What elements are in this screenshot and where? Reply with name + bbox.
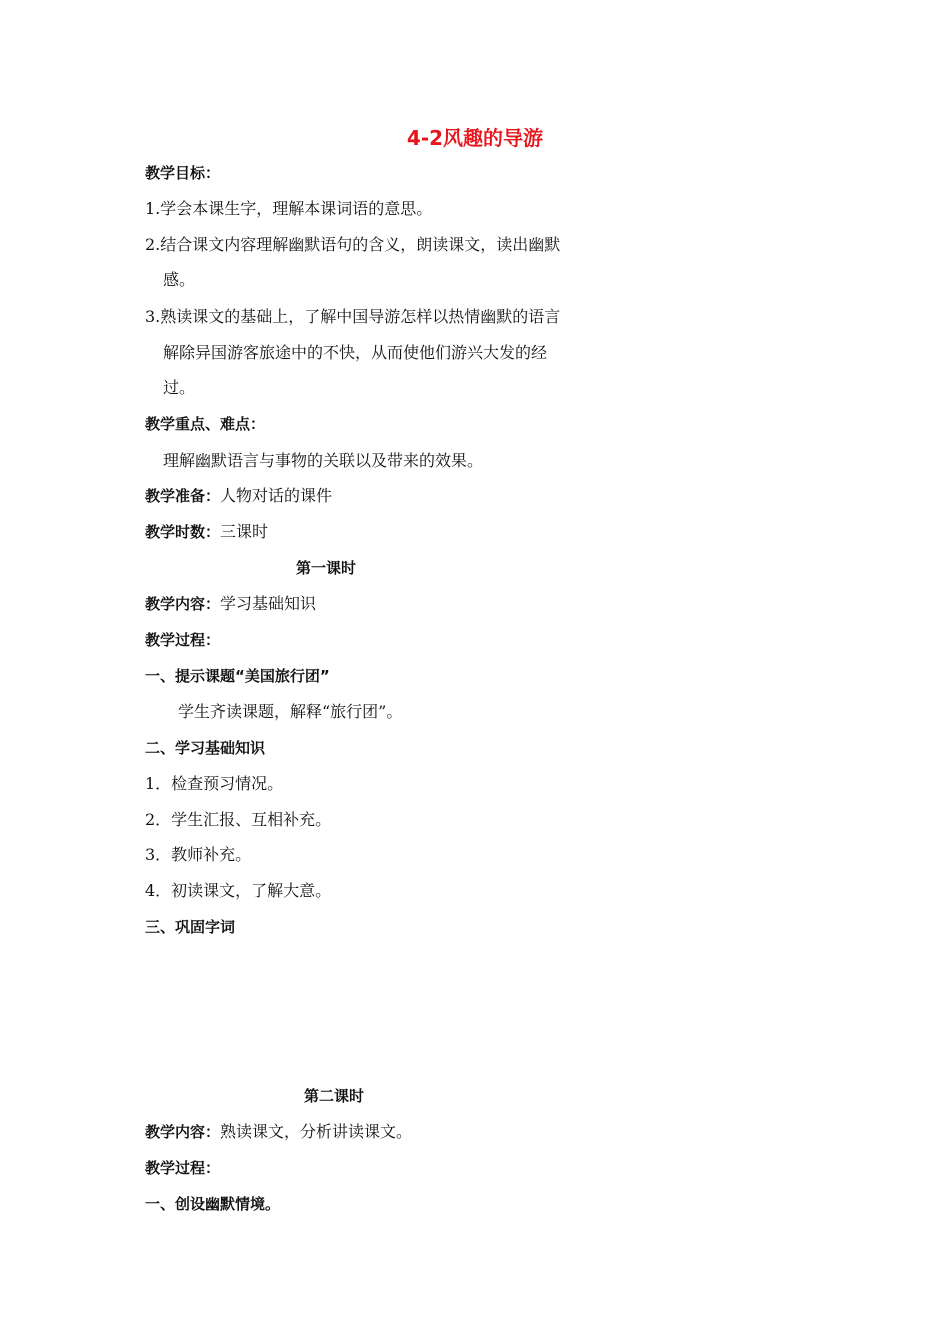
objective-item-1: 1.学会本课生字，理解本课词语的意思。 (145, 199, 433, 218)
objectives-heading: 教学目标： (145, 164, 221, 182)
preparation-row (145, 486, 332, 506)
lesson1-step1-heading: 一、提示课题“美国旅行团” (145, 667, 330, 685)
objective-item-3: 3.熟读课文的基础上，了解中国导游怎样以热情幽默的语言 (145, 307, 561, 326)
lesson1-heading: 第一课时 (296, 559, 357, 577)
lesson1-content-row (145, 594, 316, 614)
list-item: 4．初读课文，了解大意。 (145, 881, 332, 900)
lesson2-content-label: 教学内容： (145, 1123, 221, 1141)
objective-item-2-cont: 感。 (163, 270, 196, 289)
objective-item-3-end: 过。 (163, 378, 196, 397)
lesson1-step3-heading: 三、巩固字词 (145, 918, 236, 936)
lesson1-process-label: 教学过程： (145, 631, 221, 649)
lesson1-step2-heading: 二、学习基础知识 (145, 739, 266, 757)
list-item: 2．学生汇报、互相补充。 (145, 810, 332, 829)
key-points-text: 理解幽默语言与事物的关联以及带来的效果。 (163, 451, 484, 470)
document-title: 4-2风趣的导游 (406, 126, 544, 150)
lesson2-heading: 第二课时 (304, 1087, 365, 1105)
list-item: 1．检查预习情况。 (145, 774, 284, 793)
lesson1-step1-text: 学生齐读课题，解释“旅行团”。 (178, 702, 403, 721)
objective-item-3-cont: 解除异国游客旅途中的不快，从而使他们游兴大发的经 (163, 343, 548, 362)
lesson2-content-value: 熟读课文，分析讲读课文。 (220, 1122, 413, 1141)
hours-value: 三课时 (220, 522, 269, 541)
key-points-heading: 教学重点、难点： (145, 415, 266, 433)
hours-row (145, 522, 268, 542)
lesson2-process-label: 教学过程： (145, 1159, 221, 1177)
preparation-value: 人物对话的课件 (220, 486, 333, 505)
preparation-label: 教学准备： (145, 487, 221, 505)
list-item: 3．教师补充。 (145, 845, 252, 864)
lesson1-content-label: 教学内容： (145, 595, 221, 613)
lesson2-content-row (145, 1122, 412, 1142)
lesson2-step1-heading: 一、创设幽默情境。 (145, 1195, 281, 1213)
hours-label: 教学时数： (145, 523, 221, 541)
lesson1-content-value: 学习基础知识 (220, 594, 317, 613)
objective-item-2: 2.结合课文内容理解幽默语句的含义，朗读课文，读出幽默 (145, 235, 561, 254)
